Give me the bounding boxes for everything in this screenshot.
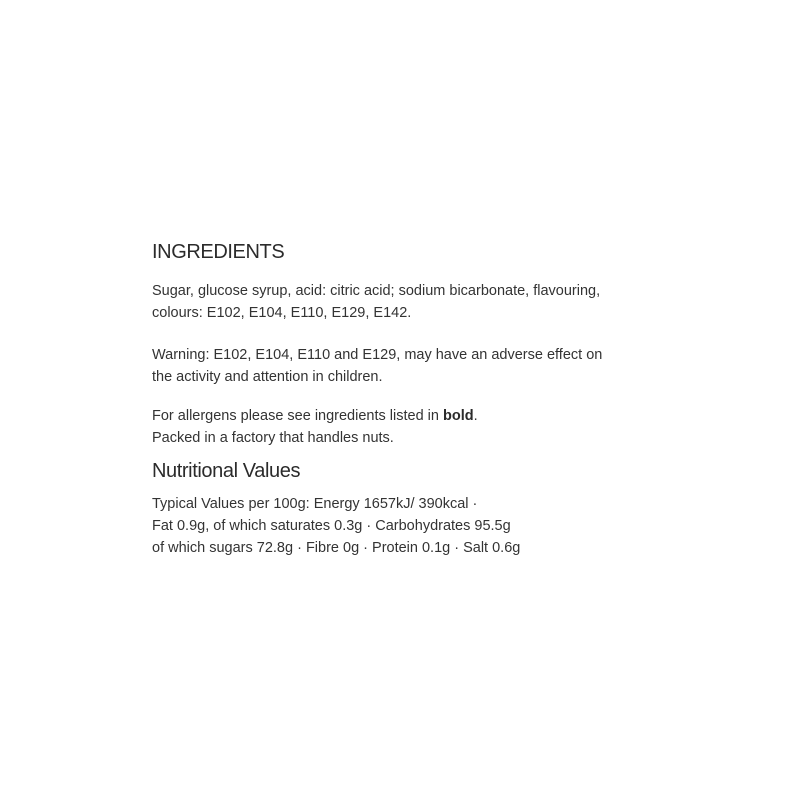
nutrition-line: Fat 0.9g, of which saturates 0.3g · Carbohydrates 95.5g (152, 518, 511, 534)
allergens-period: . (473, 408, 478, 424)
ingredients-heading: INGREDIENTS (152, 241, 285, 263)
warning-paragraph (152, 344, 712, 388)
allergens-line (152, 405, 712, 427)
nutritional-values-heading: Nutritional Values (152, 460, 301, 482)
ingredients-line: colours: E102, E104, E110, E129, E142. (152, 305, 412, 321)
packed-line: Packed in a factory that handles nuts. (152, 430, 394, 446)
allergens-bold-word: bold (442, 408, 474, 424)
ingredients-line: Sugar, glucose syrup, acid: citric acid; sodium bicarbonate, flavouring, (152, 283, 601, 299)
label-document (152, 239, 712, 559)
allergens-paragraph (152, 405, 712, 449)
warning-line: the activity and attention in children. (152, 369, 383, 385)
nutrition-line: of which sugars 72.8g · Fibre 0g · Protein 0.1g · Salt 0.6g (152, 540, 521, 556)
allergens-text: For allergens please see ingredients listed in (152, 408, 443, 424)
warning-line: Warning: E102, E104, E110 and E129, may have an adverse effect on (152, 347, 603, 363)
ingredients-paragraph (152, 280, 712, 324)
nutrition-line: Typical Values per 100g: Energy 1657kJ/ 390kcal · (152, 496, 478, 512)
nutrition-paragraph (152, 493, 712, 559)
